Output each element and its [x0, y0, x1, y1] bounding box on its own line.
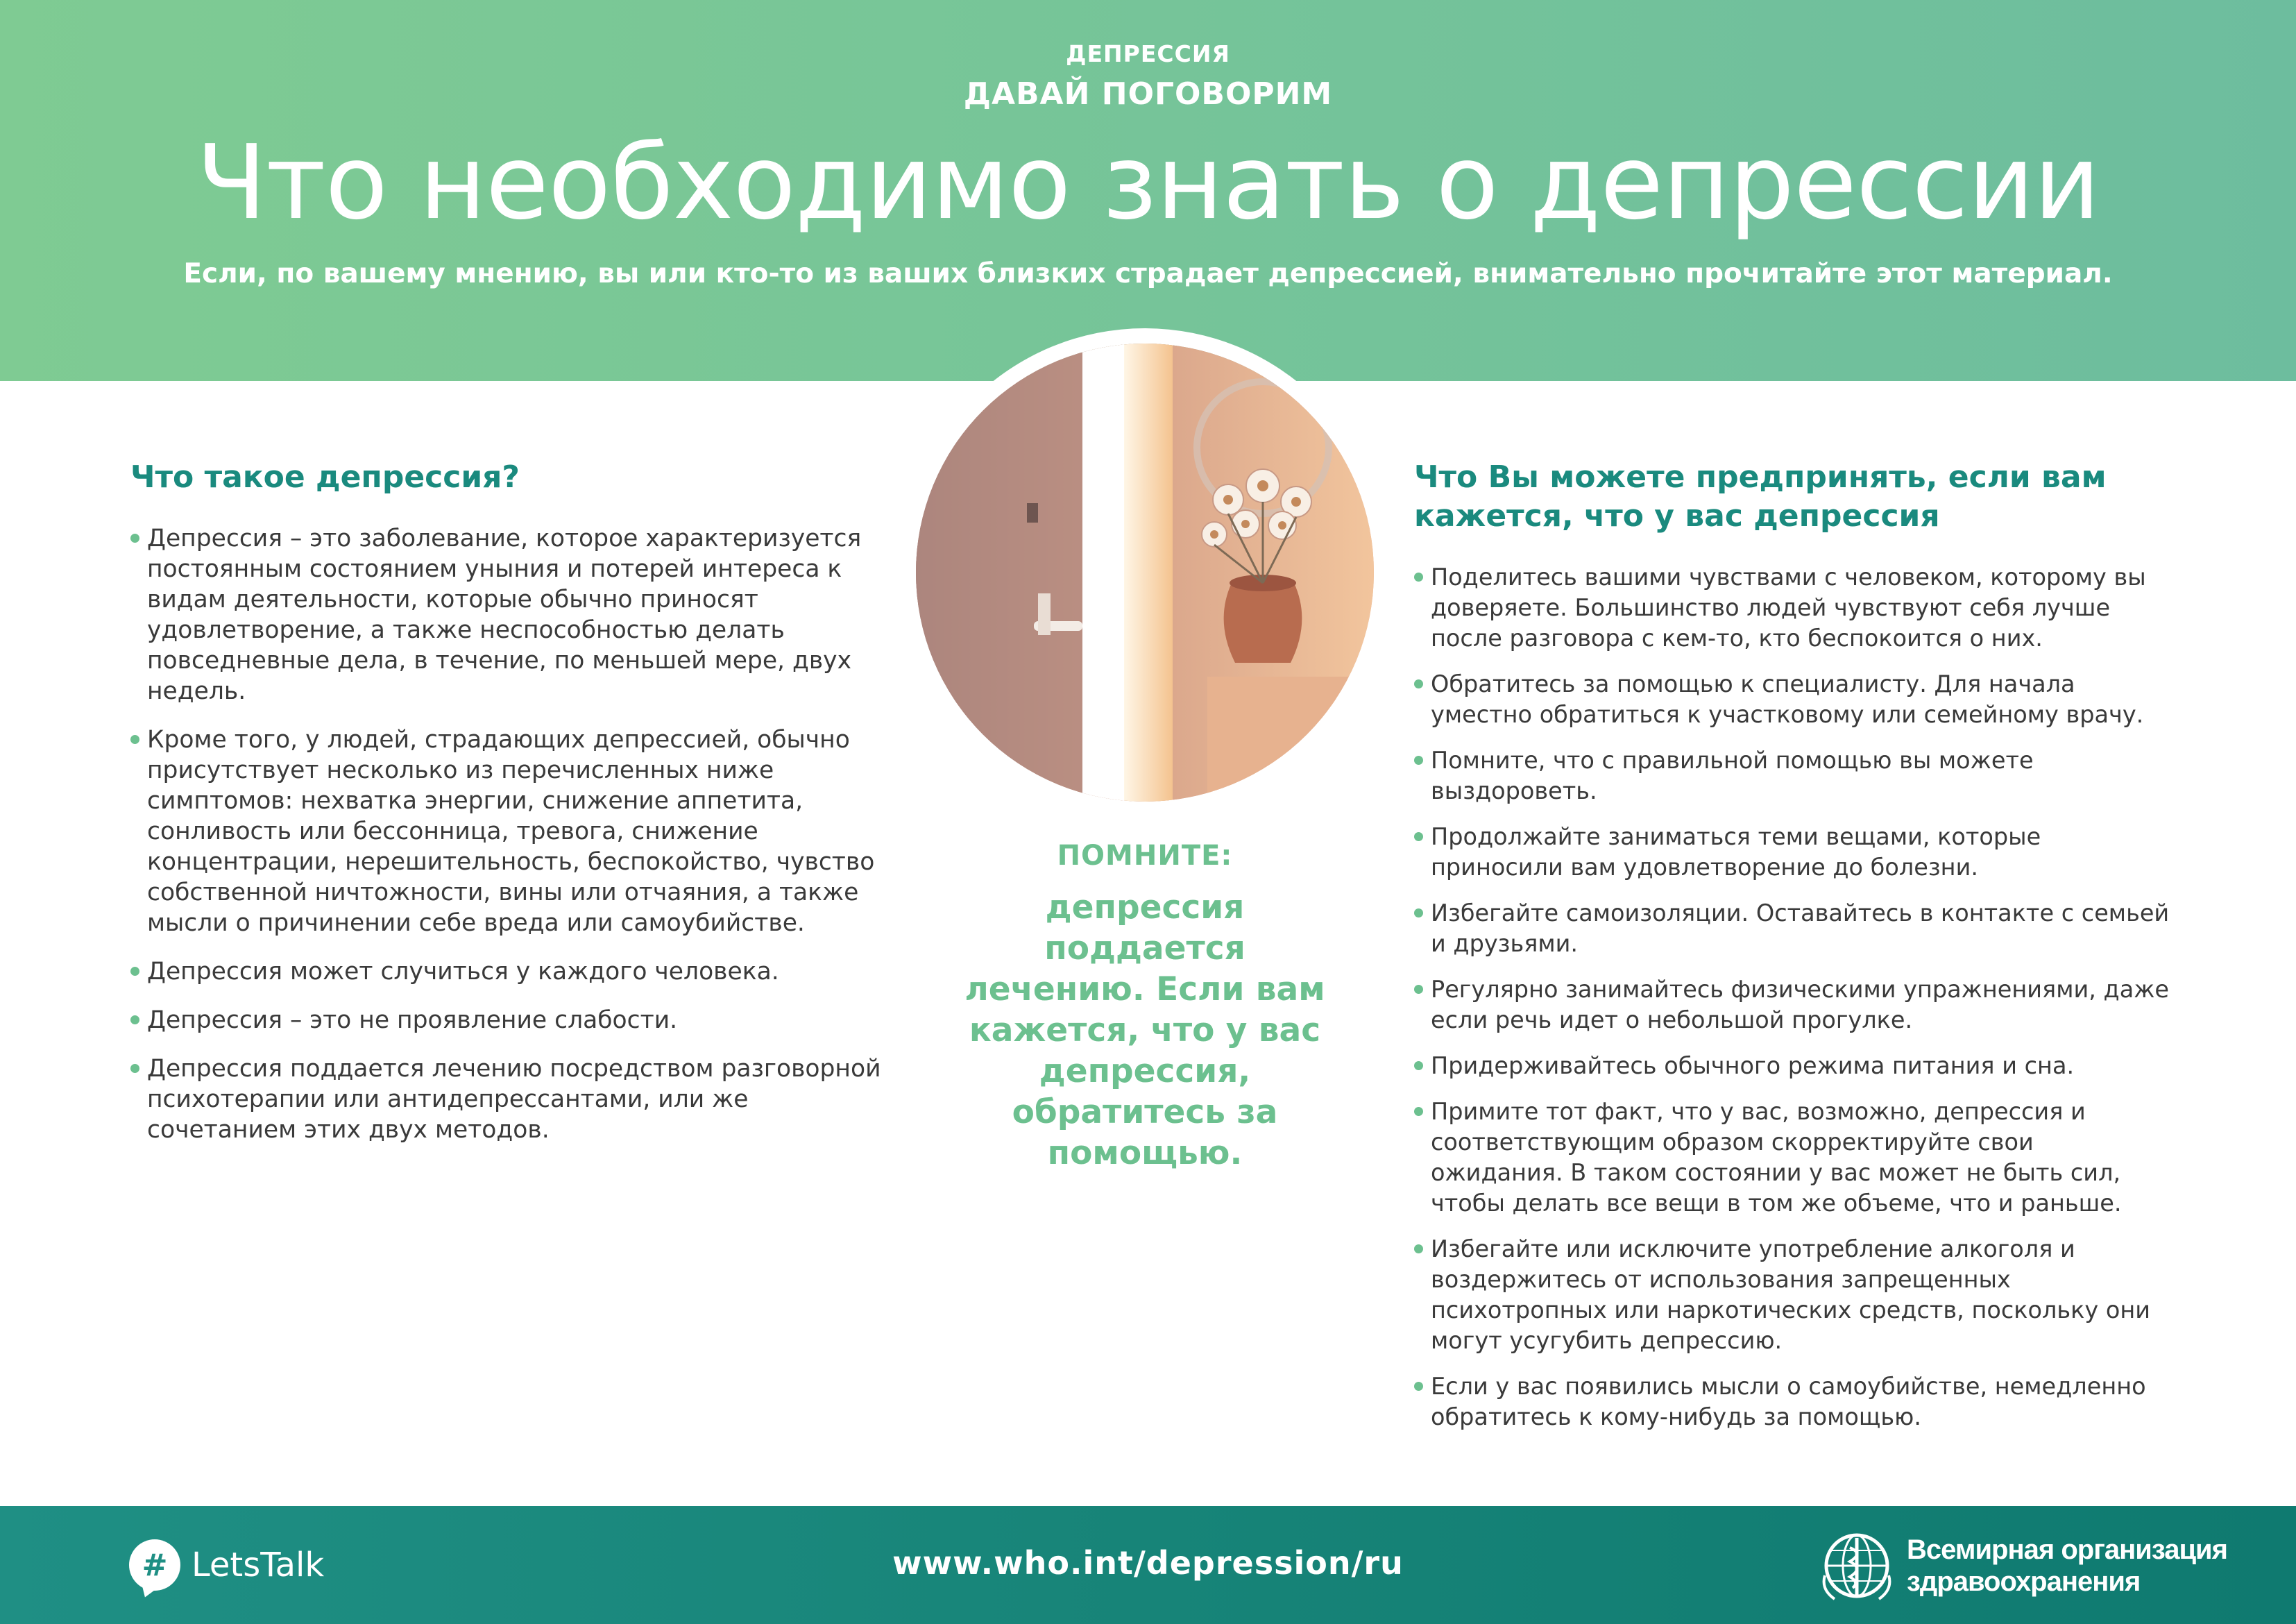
who-org-name	[1907, 1534, 2227, 1598]
list-item: Продолжайте заниматься теми вещами, которые приносили вам удовлетворение до болезни.	[1414, 822, 2170, 883]
list-item: Кроме того, у людей, страдающих депрессией, обычно присутствует несколько из перечисленных ниже симптомов: нехватка энергии, снижение аппетита, сонливость или бессонница, тревога, снижение концентрации, нерешительность, беспокойство, чувство собственной ничтожности, вины или отчаяния, а также мысли о причинении себе вреда или самоубийстве.	[130, 725, 894, 938]
who-emblem-icon	[1818, 1527, 1896, 1605]
list-item: Если у вас появились мысли о самоубийстве, немедленно обратитесь к кому-нибудь за помощью.	[1414, 1371, 2170, 1432]
list-item: Депрессия – это заболевание, которое характеризуется постоянным состоянием уныния и потерей интереса к видам деятельности, которые обычно приносят удовлетворение, а также неспособностью делать повседневные дела, в течение, по меньшей мере, двух недель.	[130, 523, 894, 707]
hashtag-text: LetsTalk	[192, 1546, 325, 1584]
speech-bubble-icon: #	[129, 1539, 180, 1591]
section-heading: Что такое депрессия?	[130, 459, 520, 495]
who-logo-block	[1818, 1527, 2227, 1605]
remember-label: ПОМНИТЕ:	[1057, 840, 1233, 872]
list-item: Депрессия – это не проявление слабости.	[130, 1005, 894, 1035]
header-banner	[0, 0, 2296, 381]
what-is-depression-section	[130, 458, 894, 1163]
page-title: Что необходимо знать о депрессии	[196, 123, 2100, 242]
list-item: Придерживайтесь обычного режима питания и сна.	[1414, 1051, 2170, 1081]
page-subtitle: Если, по вашему мнению, вы или кто-то из ваших близких страдает депрессией, внимательно прочитайте этот материал.	[183, 258, 2113, 289]
footer-bar	[0, 1506, 2296, 1624]
header-kicker: ДЕПРЕССИЯ	[1066, 40, 1230, 67]
list-item: Поделитесь вашими чувствами с человеком, которому вы доверяете. Большинство людей чувствуют себя лучше после разговора с кем-то, кто беспокоится о них.	[1414, 562, 2170, 654]
list-item: Избегайте самоизоляции. Оставайтесь в контакте с семьей и друзьями.	[1414, 898, 2170, 959]
section-heading: Что Вы можете предпринять, если вам кажется, что у вас депрессия	[1414, 459, 2107, 534]
bullet-list	[1414, 562, 2170, 1432]
list-item: Депрессия поддается лечению посредством разговорной психотерапии или антидепрессантами, или же сочетанием этих двух методов.	[130, 1054, 894, 1145]
illustration-door-vase	[916, 344, 1374, 802]
list-item: Избегайте или исключите употребление алкоголя и воздержитесь от использования запрещенных психотропных или наркотических средств, поскольку они могут усугубить депрессию.	[1414, 1234, 2170, 1356]
website-link[interactable]: www.who.int/depression/ru	[892, 1544, 1404, 1582]
list-item: Примите тот факт, что у вас, возможно, депрессия и соответствующим образом скорректируйте свои ожидания. В таком состоянии у вас может не быть сил, чтобы делать все вещи в том же объеме, что и раньше.	[1414, 1097, 2170, 1219]
who-org-line2: здравоохранения	[1907, 1566, 2141, 1597]
who-org-line1: Всемирная организация	[1907, 1534, 2227, 1565]
what-you-can-do-section	[1414, 458, 2170, 1448]
remember-text: депрессия поддается лечению. Если вам кажется, что у вас депрессия, обратитесь за помощью.	[964, 888, 1325, 1172]
header-kicker-secondary: ДАВАЙ ПОГОВОРИМ	[963, 76, 1333, 112]
remember-callout	[951, 840, 1339, 1174]
bullet-list	[130, 523, 894, 1145]
list-item: Депрессия может случиться у каждого человека.	[130, 956, 894, 987]
list-item: Обратитесь за помощью к специалисту. Для начала уместно обратиться к участковому или семейному врачу.	[1414, 669, 2170, 730]
list-item: Помните, что с правильной помощью вы можете выздороветь.	[1414, 745, 2170, 806]
list-item: Регулярно занимайтесь физическими упражнениями, даже если речь идет о небольшой прогулке.	[1414, 974, 2170, 1035]
